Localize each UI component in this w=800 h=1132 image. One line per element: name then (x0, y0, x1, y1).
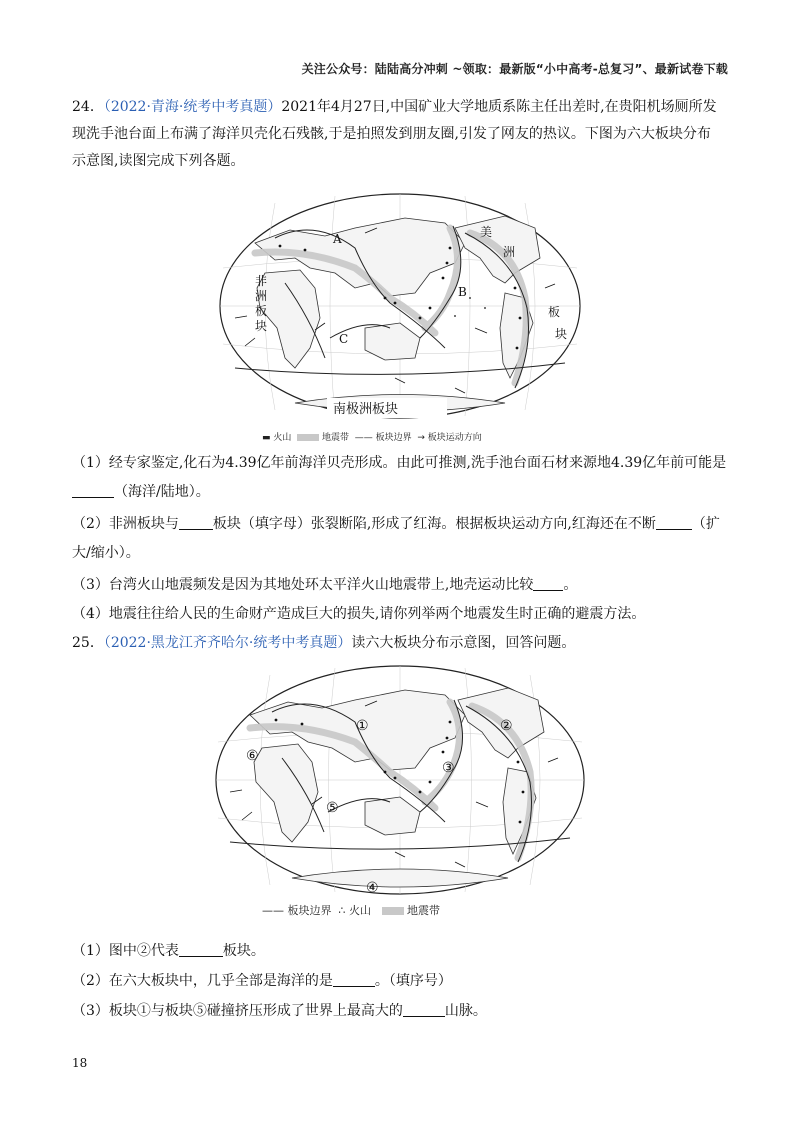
q25-map-legend: —— 板块边界 ∴ 火山 地震带 (262, 904, 440, 917)
quake-legend-icon (297, 434, 319, 441)
q24-stem: 24．（2022·青海·统考中考真题）2021年4月27日,中国矿业大学地质系陈主任出差时,在贵阳机场厕所发 现洗手池台面上布满了海洋贝壳化石残骸,于是拍照发到朋友圈,引发了网友的热议。下图为六大板块分布 示意图,读图完成下列各题。 (72, 99, 717, 169)
q24-sub4: （4）地震往往给人民的生命财产造成巨大的损失,请你列举两个地震发生时正确的避震方法。 (72, 606, 646, 622)
q24-label-A: A (333, 232, 342, 246)
q25-plate-map (210, 660, 590, 905)
q24-label-B: B (458, 285, 467, 299)
q25-sub2: （2）在六大板块中，几乎全部是海洋的是 。（填序号） (72, 970, 452, 992)
q25-number: 25． (72, 635, 104, 651)
q24-source: （2022·青海·统考中考真题） (103, 99, 282, 115)
q24-sub3: （3）台湾火山地震频发是因为其地处环太平洋火山地震带上,地壳运动比较 。 (72, 574, 577, 596)
q24-sub1: （1）经专家鉴定,化石为4.39亿年前海洋贝壳形成。由此可推测,洗手池台面石材来源地4.39亿年前可能是 (72, 455, 727, 471)
q25-label-6: ⑥ (246, 748, 259, 764)
q25-label-1: ① (356, 718, 369, 734)
q25-sub1: （1）图中②代表 板块。 (72, 940, 265, 962)
q25-sub3-blank (403, 1000, 445, 1017)
q24-label-C: C (339, 332, 349, 346)
svg-text:块: 块 (555, 327, 568, 341)
q25-source: （2022·黑龙江齐齐哈尔·统考中考真题） (103, 635, 352, 651)
q24-plate-map (215, 188, 585, 428)
q24-sub3-blank (533, 574, 563, 591)
q25-label-3: ③ (442, 760, 455, 776)
q24-sub2: （2）非洲板块与 板块（填字母）张裂断陷,形成了红海。根据板块运动方向,红海还在不断 （扩 (72, 513, 720, 535)
q25-stem: 25．（2022·黑龙江齐齐哈尔·统考中考真题）读六大板块分布示意图，回答问题。 (72, 635, 576, 651)
q25-label-4: ④ (366, 880, 379, 896)
q24-sub2-blank2 (656, 513, 692, 530)
svg-text:板: 板 (255, 304, 268, 318)
q24-map-legend: ▬ 火山 地震带 —— 板块边界 → 板块运动方向 (262, 433, 482, 443)
svg-text:块: 块 (255, 319, 268, 333)
q25-sub2-blank (333, 970, 375, 987)
q25-sub1-blank (179, 940, 223, 957)
q24-label-antarctic: 南极洲板块 (333, 402, 399, 417)
volcano-legend-icon: ▬ (262, 433, 271, 443)
q25-label-5: ⑤ (326, 800, 339, 816)
svg-text:板: 板 (548, 305, 561, 319)
q24-number: 24． (72, 99, 104, 115)
svg-text:美: 美 (480, 225, 493, 239)
page-header: 关注公众号：陆陆高分冲刺 ~领取：最新版“小中高考-总复习”、最新试卷下载 (301, 62, 728, 76)
page-number: 18 (72, 1056, 88, 1070)
q25-label-2: ② (500, 718, 513, 734)
motion-arrow-icon: → (417, 433, 425, 443)
volcano-legend-icon: ∴ (338, 904, 346, 917)
quake-legend-icon (382, 907, 404, 915)
q24-sub2-blank1 (179, 513, 213, 530)
q24-sub1-blank (72, 481, 114, 498)
svg-text:洲: 洲 (255, 289, 268, 303)
svg-text:洲: 洲 (503, 245, 516, 259)
svg-text:非: 非 (255, 274, 268, 288)
q25-sub3: （3）板块①与板块⑤碰撞挤压形成了世界上最高大的 山脉。 (72, 1000, 487, 1022)
